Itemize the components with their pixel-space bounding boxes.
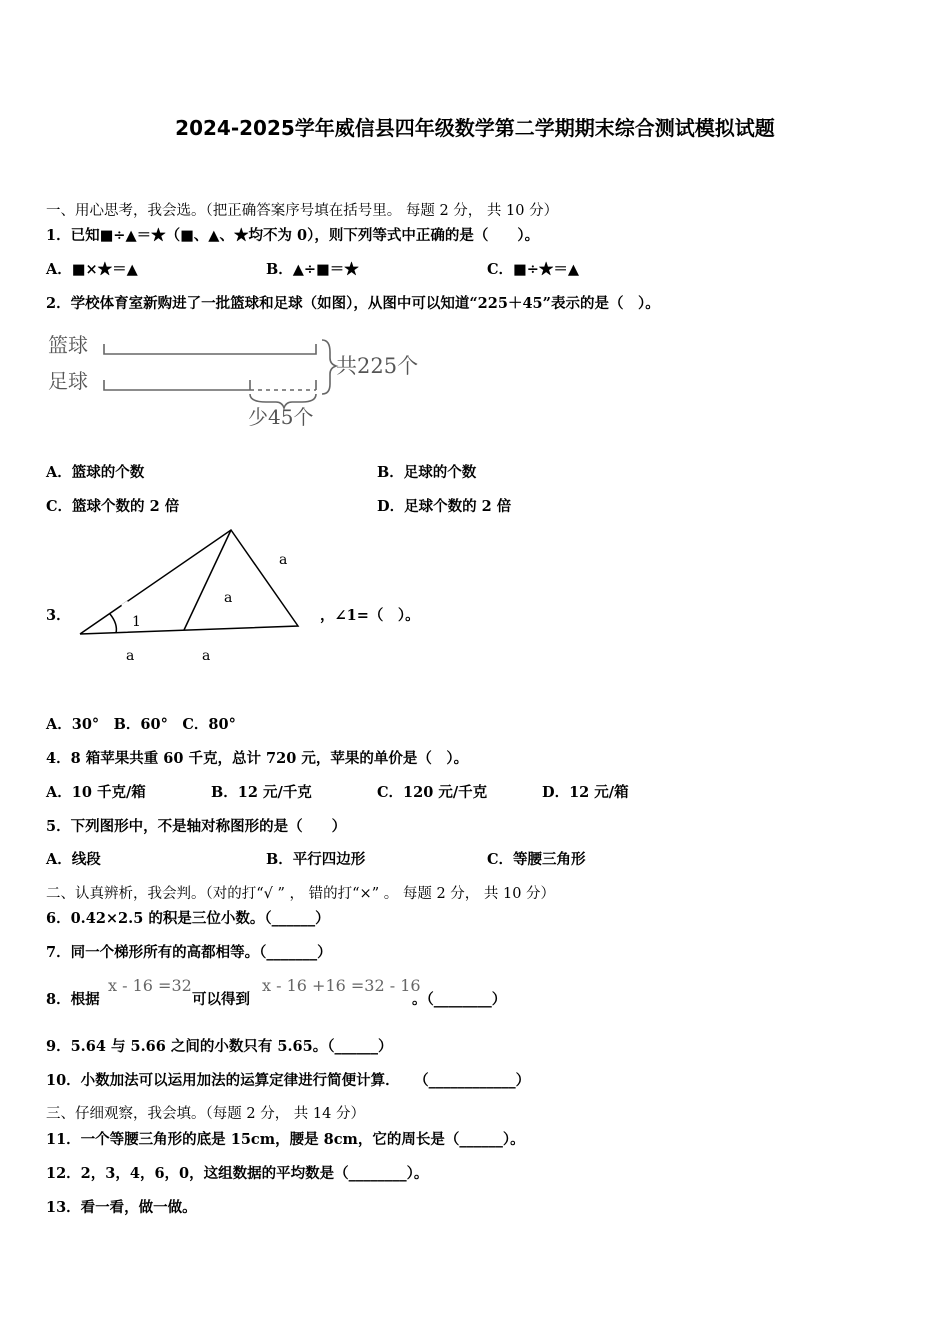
side-a-bottom-left-label: a [126, 648, 135, 664]
angle-arc [110, 614, 116, 633]
question-3-figure [74, 524, 314, 670]
question-5-option-a: A．线段 [46, 851, 101, 868]
side-a-right-label: a [279, 552, 288, 568]
question-5-option-b: B．平行四边形 [266, 851, 366, 868]
question-4-option-c: C．120 元/千克 [377, 784, 488, 801]
section-1-heading: 一、用心思考，我会选。（把正确答案序号填在括号里。 每题 2 分， 共 10 分） [46, 203, 559, 219]
page-title: 2024-2025学年威信县四年级数学第二学期期末综合测试模拟试题 [175, 116, 775, 140]
side-a-bottom-right-label: a [202, 648, 211, 664]
football-label: 足球 [48, 369, 88, 393]
question-12: 12．2，3，4，6，0，这组数据的平均数是（________）。 [46, 1165, 429, 1182]
total-label: 共225个 [336, 354, 419, 378]
side-a-inner-label: a [224, 590, 233, 606]
question-2-option-c: C．篮球个数的 2 倍 [46, 498, 180, 515]
question-2-option-b: B．足球的个数 [377, 464, 477, 481]
basketball-bar [104, 344, 316, 354]
question-4-option-b: B．12 元/千克 [211, 784, 312, 801]
question-1-option-c: C．■÷★＝▲ [487, 261, 580, 278]
question-8-middle: 可以得到 [192, 991, 250, 1008]
question-13: 13．看一看，做一做。 [46, 1199, 197, 1216]
question-4-option-a: A．10 千克/箱 [46, 784, 146, 801]
question-6: 6．0.42×2.5 的积是三位小数。（______） [46, 910, 330, 927]
question-5-option-c: C．等腰三角形 [487, 851, 586, 868]
question-8-equation-1: x - 16 =32 [108, 976, 192, 995]
question-1-option-b: B．▲÷■＝★ [266, 261, 359, 278]
section-2-heading: 二、认真辨析，我会判。（对的打“√ ” ， 错的打“×” 。 每题 2 分， 共 10 分） [46, 886, 556, 902]
question-8-suffix: 。（________） [412, 991, 507, 1008]
question-8-prefix: 8．根据 [46, 991, 100, 1008]
question-9: 9．5.64 与 5.66 之间的小数只有 5.65。（______） [46, 1038, 393, 1055]
question-2-option-d: D．足球个数的 2 倍 [377, 498, 512, 515]
question-3-options: A．30° B．60° C．80° [46, 716, 236, 733]
question-1-stem: 1．已知■÷▲＝★（■、▲、★均不为 0），则下列等式中正确的是（ ）。 [46, 227, 540, 244]
basketball-label: 篮球 [48, 333, 88, 357]
question-11: 11．一个等腰三角形的底是 15cm，腰是 8cm，它的周长是（______）。 [46, 1131, 525, 1148]
angle-1-label: 1 [132, 614, 141, 630]
question-2-figure [44, 328, 434, 434]
question-2-option-a: A．篮球的个数 [46, 464, 145, 481]
total-brace [322, 340, 336, 394]
question-7: 7．同一个梯形所有的高都相等。（_______） [46, 944, 332, 961]
section-3-heading: 三、仔细观察，我会填。（每题 2 分， 共 14 分） [46, 1106, 365, 1122]
football-bar [104, 380, 250, 390]
question-10: 10．小数加法可以运用加法的运算定律进行简便计算． （____________） [46, 1072, 531, 1089]
question-3-number: 3． [46, 607, 71, 624]
question-1-option-a: A．■×★＝▲ [46, 261, 138, 278]
difference-label: 少45个 [248, 405, 314, 429]
question-5-stem: 5．下列图形中，不是轴对称图形的是（ ） [46, 818, 347, 835]
inner-segment [184, 530, 231, 630]
question-8-equation-2: x - 16 +16 =32 - 16 [262, 976, 421, 995]
question-4-stem: 4．8 箱苹果共重 60 千克，总计 720 元，苹果的单价是（ ）。 [46, 750, 469, 767]
question-2-stem: 2．学校体育室新购进了一批篮球和足球（如图），从图中可以知道“225＋45”表示的是（ ）。 [46, 295, 660, 312]
question-3-suffix: ，∠1=（ ）。 [320, 607, 420, 624]
question-4-option-d: D．12 元/箱 [542, 784, 629, 801]
